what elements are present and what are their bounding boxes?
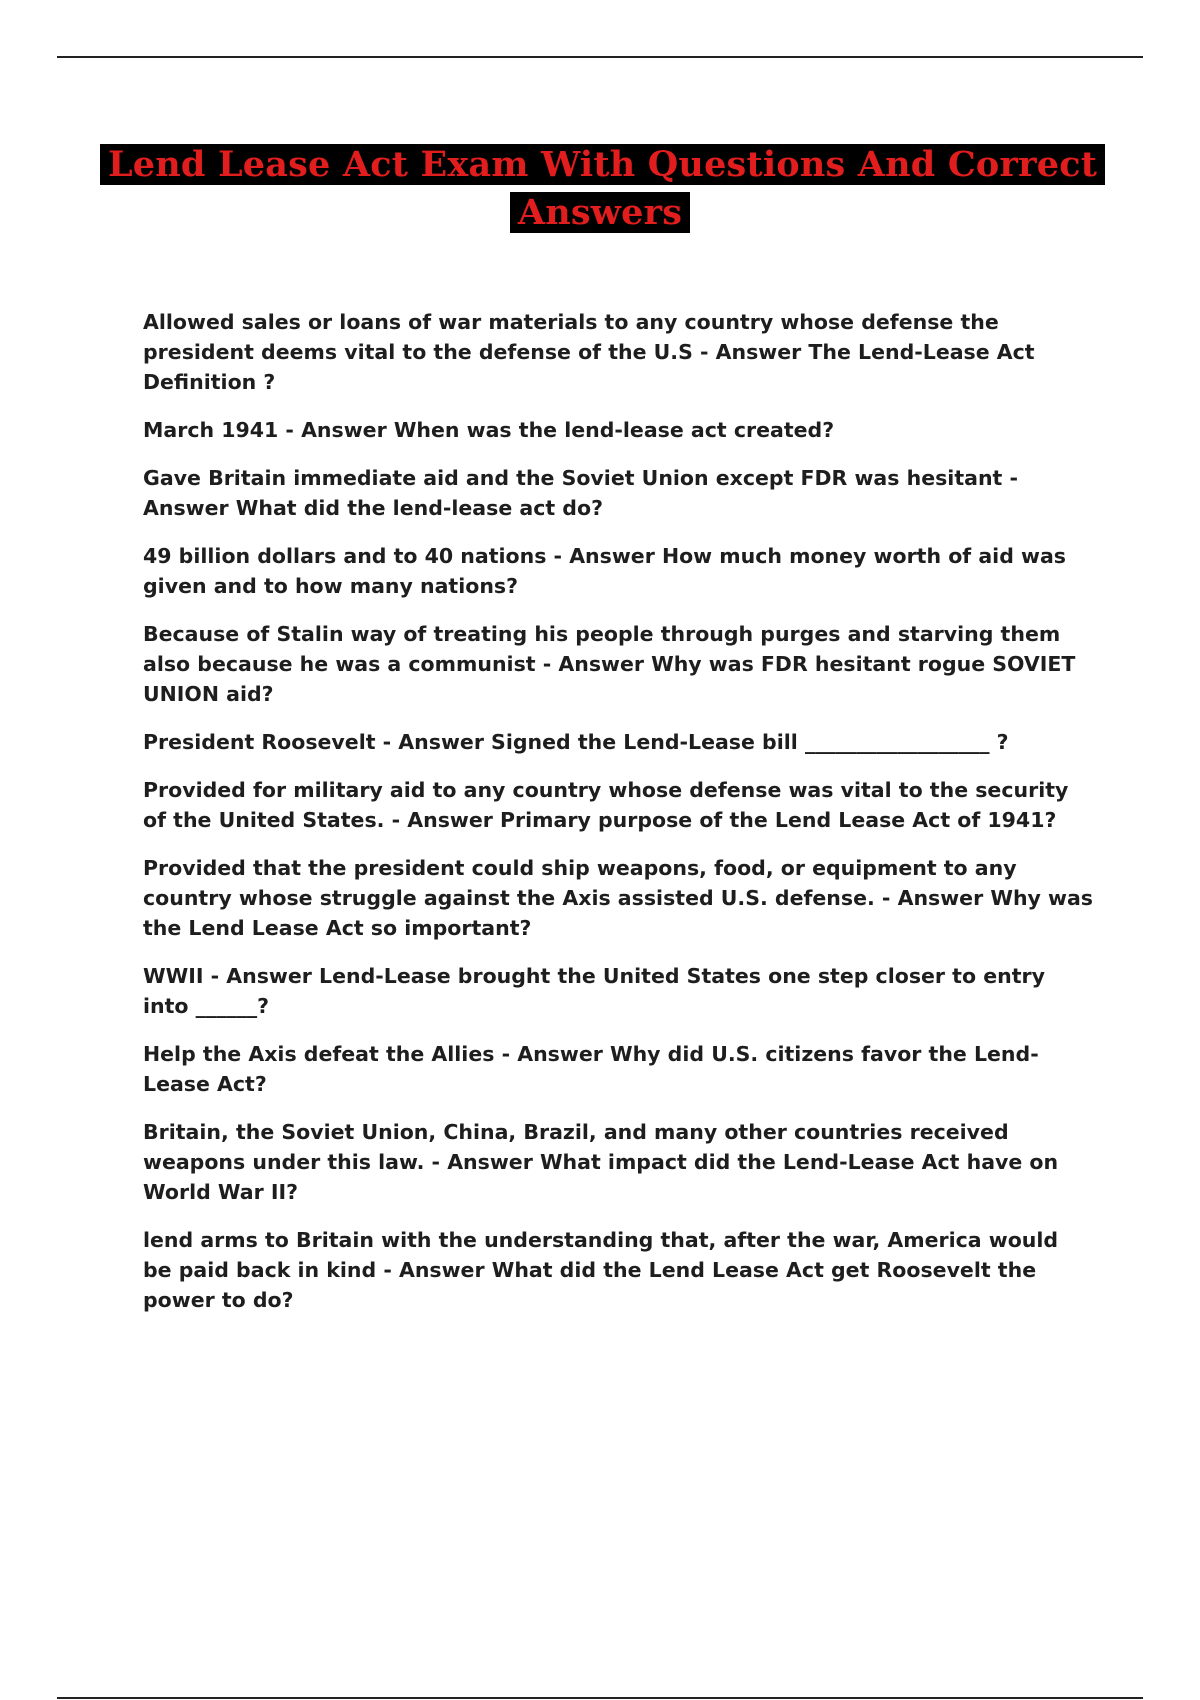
qa-item: Provided for military aid to any country whose defense was vital to the security of the United States. - Answer Primary purpose of the Lend Lease Act of 1941? <box>143 778 1069 832</box>
qa-list <box>143 307 1093 1333</box>
document-title: Lend Lease Act Exam With Questions And Correct Answers <box>100 144 1105 233</box>
qa-item: WWII - Answer Lend-Lease brought the United States one step closer to entry into ______? <box>143 964 1045 1018</box>
footer-rule <box>57 1697 1143 1699</box>
header-rule <box>57 56 1143 58</box>
qa-item: Provided that the president could ship weapons, food, or equipment to any country whose struggle against the Axis assisted U.S. defense. - Answer Why was the Lend Lease Act so important? <box>143 856 1094 940</box>
qa-item: Allowed sales or loans of war materials to any country whose defense the president deems vital to the defense of the U.S - Answer The Lend-Lease Act Definition ? <box>143 310 1035 394</box>
qa-item: lend arms to Britain with the understanding that, after the war, America would be paid back in kind - Answer What did the Lend Lease Act get Roosevelt the power to do? <box>143 1228 1059 1312</box>
qa-item: Britain, the Soviet Union, China, Brazil, and many other countries received weapons under this law. - Answer What impact did the Lend-Lease Act have on World War II? <box>143 1120 1059 1204</box>
qa-item: March 1941 - Answer When was the lend-lease act created? <box>143 418 835 442</box>
title-block <box>100 141 1100 237</box>
qa-item: Gave Britain immediate aid and the Soviet Union except FDR was hesitant - Answer What did the lend-lease act do? <box>143 466 1018 520</box>
qa-item: President Roosevelt - Answer Signed the Lend-Lease bill __________________ ? <box>143 730 1009 754</box>
qa-item: 49 billion dollars and to 40 nations - Answer How much money worth of aid was given and to how many nations? <box>143 544 1066 598</box>
qa-item: Help the Axis defeat the Allies - Answer Why did U.S. citizens favor the Lend-Lease Act? <box>143 1042 1039 1096</box>
qa-item: Because of Stalin way of treating his people through purges and starving them also because he was a communist - Answer Why was FDR hesitant rogue SOVIET UNION aid? <box>143 622 1076 706</box>
